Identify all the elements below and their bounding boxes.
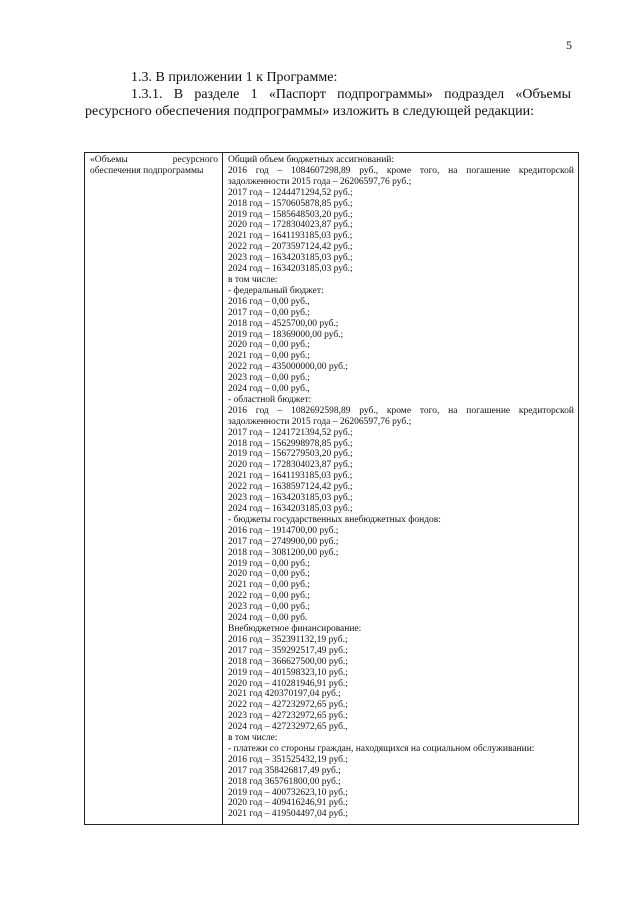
funding-line: 2018 год – 366627500,00 руб.;: [228, 656, 348, 667]
funding-line: 2017 год – 1244471294,52 руб.;: [228, 187, 353, 198]
funding-line: 2023 год – 0,00 руб.;: [228, 373, 310, 384]
funding-line: 2023 год – 427232972,65 руб.;: [228, 711, 348, 722]
funding-line: 2017 год – 359292517,49 руб.;: [228, 645, 348, 656]
funding-line: - федеральный бюджет:: [228, 285, 324, 296]
funding-line: 2022 год – 1638597124,42 руб.;: [228, 482, 353, 493]
funding-line: 2018 год – 3081200,00 руб.;: [228, 547, 339, 558]
funding-line: 2017 год – 2749900,00 руб.;: [228, 536, 339, 547]
funding-line: 2024 год – 427232972,65 руб.,: [228, 722, 348, 733]
section-heading: 1.3. В приложении 1 к Программе:: [131, 70, 338, 85]
funding-line: 2019 год – 18369000,00 руб.;: [228, 329, 344, 340]
funding-line: 2022 год – 427232972,65 руб.;: [228, 700, 348, 711]
funding-line: 2020 год – 410281946,91 руб.;: [228, 678, 348, 689]
funding-line: 2020 год – 0,00 руб.;: [228, 340, 310, 351]
funding-line: 2024 год – 0,00 руб.: [228, 613, 308, 624]
page-number: 5: [566, 38, 572, 52]
funding-line: 2021 год – 1641193185,03 руб.;: [228, 231, 353, 242]
funding-line: 2016 год – 1914700,00 руб.;: [228, 525, 339, 536]
funding-line: 2021 год 420370197,04 руб.;: [228, 689, 341, 700]
funding-line: 2018 год – 1570605878,85 руб.;: [228, 198, 353, 209]
funding-line: 2023 год – 0,00 руб.;: [228, 602, 310, 613]
funding-line: - областной бюджет:: [228, 394, 312, 405]
funding-line: 2018 год – 4525700,00 руб.;: [228, 318, 339, 329]
funding-line: 2020 год – 0,00 руб.;: [228, 569, 310, 580]
table-left-cell: [85, 153, 223, 825]
funding-line: 2021 год – 0,00 руб.;: [228, 580, 310, 591]
funding-line: в том числе:: [228, 274, 278, 285]
funding-line: 2016 год – 1084607298,89 руб., кроме того, на погашение кредиторской задолженности 2015 года – 26206597,76 руб.;: [228, 165, 574, 187]
funding-line: 2021 год – 0,00 руб.;: [228, 351, 310, 362]
funding-line: 2020 год – 409416246,91 руб.;: [228, 798, 348, 809]
funding-line: 2020 год – 1728304023,87 руб.;: [228, 460, 353, 471]
funding-line: 2018 год 365761800,00 руб.;: [228, 776, 341, 787]
funding-line: Общий объем бюджетных ассигнований:: [228, 155, 395, 165]
funding-line: 2017 год 358426817,49 руб.;: [228, 765, 341, 776]
funding-line: 2017 год – 1241721394,52 руб.;: [228, 427, 353, 438]
funding-line: 2022 год – 2073597124,42 руб.;: [228, 242, 353, 253]
funding-line: 2019 год – 0,00 руб.;: [228, 558, 310, 569]
funding-line: 2024 год – 1634203185,03 руб.;: [228, 504, 353, 514]
resource-table: [84, 152, 579, 825]
funding-line: 2024 год – 1634203185,03 руб.;: [228, 264, 353, 275]
funding-line: - платежи со стороны граждан, находящихся на социальном обслуживании:: [228, 743, 535, 754]
funding-line: Внебюджетное финансирование:: [228, 623, 362, 634]
funding-line: 2023 год – 1634203185,03 руб.;: [228, 493, 353, 504]
funding-line: 2019 год – 1585648503,20 руб.;: [228, 209, 353, 220]
funding-line: 2019 год – 400732623,10 руб.;: [228, 787, 348, 798]
funding-line: 2020 год – 1728304023,87 руб.;: [228, 220, 353, 231]
table-left-label: «Объемы ресурсного обеспечения подпрограммы: [90, 155, 218, 176]
table-row: [85, 153, 579, 825]
funding-line: 2016 год – 0,00 руб.,: [228, 296, 310, 307]
funding-line: 2017 год – 0,00 руб.;: [228, 307, 310, 318]
funding-line: 2023 год – 1634203185,03 руб.;: [228, 253, 353, 264]
funding-line: 2016 год – 1082692598,89 руб., кроме того, на погашение кредиторской задолженности 2015 года – 26206597,76 руб.;: [228, 405, 574, 427]
funding-line: - бюджеты государственных внебюджетных фондов:: [228, 514, 441, 525]
funding-line: 2021 год – 419504497,04 руб.;: [228, 809, 348, 820]
funding-line: 2019 год – 401598323,10 руб.;: [228, 667, 348, 678]
funding-line: 2016 год – 352391132,19 руб.;: [228, 634, 348, 645]
table-right-cell: [223, 153, 579, 825]
funding-line: 2019 год – 1567279503,20 руб.;: [228, 449, 353, 460]
funding-line: 2022 год – 435000000,00 руб.;: [228, 362, 348, 373]
funding-line: 2016 год – 351525432,19 руб.;: [228, 754, 348, 765]
funding-line: 2024 год – 0,00 руб.,: [228, 384, 310, 395]
funding-line: в том числе:: [228, 733, 278, 744]
funding-line: 2018 год – 1562998978,85 руб.;: [228, 438, 353, 449]
funding-line: 2022 год – 0,00 руб.;: [228, 591, 310, 602]
funding-line: 2021 год – 1641193185,03 руб.;: [228, 471, 353, 482]
amendment-paragraph: 1.3.1. В разделе 1 «Паспорт подпрограммы» подраздел «Объемы ресурсного обеспечения подпрограммы» изложить в следующей редакции:: [85, 87, 571, 119]
